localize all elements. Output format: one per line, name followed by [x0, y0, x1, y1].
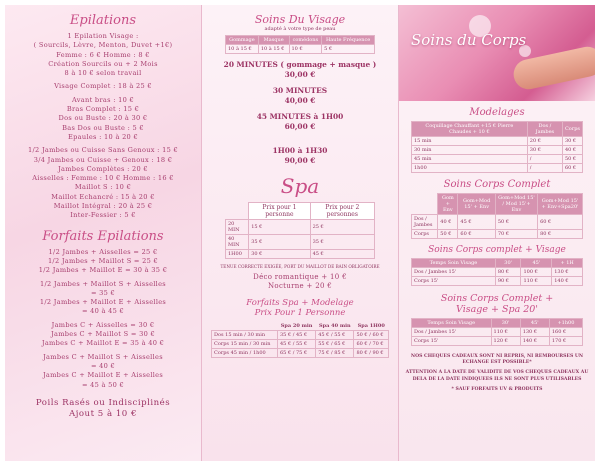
soin-price: 60,00 €	[284, 122, 316, 131]
table-cell: 45 € / 55 €	[316, 330, 354, 339]
list-item: Aisselles : Femme : 10 € Homme : 16 €	[32, 174, 174, 183]
list-item: 1/2 Jambes + Maillot E = 30 à 35 €	[38, 266, 168, 275]
table-cell: Corps 15'	[412, 337, 492, 346]
list-item: Jambes C + Maillot S = 30 €	[51, 330, 155, 339]
list-item: Jambes C + Maillot E = 35 à 40 €	[41, 339, 165, 348]
soin-item	[208, 112, 392, 132]
table-cell: 1H00	[226, 250, 249, 259]
soins-visage-title: Soins Du Visage	[254, 13, 346, 26]
modelages-table	[411, 121, 583, 173]
list-item: 1/2 Jambes + Maillot S + Aisselles	[40, 279, 166, 288]
table-cell: 80 €	[495, 268, 521, 277]
list-item: Création Sourcils ou + 2 Mois	[48, 59, 158, 68]
forfaits-spa-title: Forfaits Spa + Modelage	[246, 297, 354, 308]
nocturne-option: Nocturne + 20 €	[268, 282, 332, 291]
list-item: 1 Epilation Visage :	[67, 32, 139, 40]
soins-corps-spa-subtitle: Visage + Spa 20'	[456, 304, 538, 315]
table-cell: Dos / Jambes 15'	[412, 268, 496, 277]
table-header: Gom+Mod 15' + Env	[458, 194, 495, 215]
table-header: Dos / Jambes	[527, 122, 562, 137]
list-item: Bras Complet : 15 €	[66, 105, 140, 114]
table-cell: 70 €	[495, 230, 537, 239]
soins-corps-spa-table	[411, 318, 583, 346]
spa-price-table	[225, 202, 375, 259]
table-cell: 90 €	[495, 277, 521, 286]
table-cell: Corps	[412, 230, 438, 239]
soins-corps-title: Soins du Corps	[411, 31, 527, 49]
table-cell: 130 €	[552, 268, 583, 277]
list-item: Maillot Echancré : 15 à 20 €	[51, 192, 155, 201]
list-item: Avant bras : 10 €	[71, 95, 135, 104]
list-item: = 35 €	[90, 288, 116, 297]
table-cell: 60 €	[538, 215, 583, 230]
modelages-title: Modelages	[469, 107, 525, 118]
table-cell: 45 €	[310, 250, 374, 259]
table-cell: 75 € / 85 €	[316, 348, 354, 357]
list-item: 3/4 Jambes ou Cuisse + Genoux : 18 €	[33, 155, 173, 164]
epilations-list	[11, 32, 195, 221]
table-cell: Corps 15 min / 30 min	[212, 339, 278, 348]
table-cell: 140 €	[520, 337, 549, 346]
exception-note: * SAUF FORFAITS UV & PRODUITS	[451, 386, 543, 392]
list-item: Jambes Complètes : 20 €	[58, 164, 148, 173]
table-header: + 1H	[552, 259, 583, 268]
table-header: Corps	[562, 122, 582, 137]
soin-price: 40,00 €	[284, 96, 316, 105]
footer-line-2: Ajout 5 à 10 €	[69, 408, 137, 419]
table-cell: 30 €	[249, 250, 310, 259]
epilations-title: Epilations	[69, 13, 137, 28]
list-item: Maillot S : 10 €	[74, 183, 132, 192]
list-item: Femme : 6 € Homme : 8 €	[56, 50, 150, 59]
table-cell: 65 € / 75 €	[278, 348, 316, 357]
soin-name: 20 MINUTES ( gommage + masque )	[223, 60, 377, 69]
table-cell: 50 €	[438, 230, 458, 239]
soin-name: 45 MINUTES à 1H00	[256, 112, 344, 121]
soin-item	[208, 146, 392, 166]
table-cell: 5 €	[322, 45, 375, 54]
table-cell: 110 €	[491, 328, 520, 337]
list-item: Jambes C + Maillot S + Aisselles	[43, 352, 163, 361]
table-cell: 15 €	[249, 220, 310, 235]
table-cell: 10 à 15 €	[226, 45, 259, 54]
table-header: Spa 20 min	[280, 322, 313, 329]
soins-corps-column	[399, 5, 595, 461]
table-cell: 40 MIN	[226, 235, 249, 250]
forfaits-epilations-list	[11, 248, 195, 390]
list-item: ( Sourcils, Lèvre, Menton, Duvet +1€)	[33, 41, 173, 50]
table-header	[226, 203, 249, 220]
table-cell: 45 min	[412, 155, 528, 164]
table-cell: Dos / Jambes	[412, 215, 438, 230]
list-item: Visage Complet : 18 à 25 €	[54, 82, 152, 91]
soins-corps-spa-title: Soins Corps Complet +	[440, 293, 554, 304]
table-cell: 50 € / 60 €	[354, 330, 389, 339]
table-cell: 80 € / 90 €	[354, 348, 389, 357]
list-item: Bas Dos ou Buste : 5 €	[62, 123, 144, 132]
table-cell: 100 €	[521, 268, 552, 277]
table-cell: 60 € / 70 €	[354, 339, 389, 348]
table-cell: 110 €	[521, 277, 552, 286]
table-header: Prix pour 2 personnes	[310, 203, 374, 220]
table-cell: Corps 15'	[412, 277, 496, 286]
table-cell: 40 €	[562, 146, 582, 155]
brochure	[5, 5, 595, 461]
table-header: Temps Soin Visage	[412, 259, 496, 268]
table-cell: 50 €	[495, 215, 537, 230]
table-header	[212, 322, 278, 331]
table-cell: /	[527, 164, 562, 173]
table-cell: 140 €	[552, 277, 583, 286]
table-cell: 10 à 15 €	[258, 45, 289, 54]
table-header: comédons	[289, 36, 322, 45]
table-header: Haute Fréquence	[322, 36, 375, 45]
forfaits-spa-subtitle: Prix Pour 1 Personne	[254, 307, 346, 318]
table-cell: 30 min	[412, 146, 528, 155]
table-cell: 120 €	[491, 337, 520, 346]
list-item: = 45 à 50 €	[81, 380, 125, 389]
list-item: Jambes C + Aisselles = 30 €	[51, 320, 155, 329]
table-cell: 170 €	[549, 337, 582, 346]
table-header: 30'	[491, 319, 520, 328]
soin-price: 30,00 €	[284, 70, 316, 79]
list-item: 1/2 Jambes + Maillot S = 25 €	[47, 256, 159, 265]
soins-corps-visage-table	[411, 258, 583, 286]
table-header: 30'	[495, 259, 521, 268]
table-cell: 10 €	[289, 45, 322, 54]
soins-corps-complet-title: Soins Corps Complet	[443, 179, 551, 190]
table-header: Spa 40 min	[319, 322, 351, 329]
footer-line-1: Poils Rasés ou Indisciplinés	[35, 397, 171, 408]
list-item: Jambes C + Maillot E + Aisselles	[42, 371, 164, 380]
visage-spa-column	[201, 5, 399, 461]
tenue-note: TENUE CORRECTE EXIGÉE, PORT DU MAILLOT DE BAIN OBLIGATOIRE	[220, 264, 380, 269]
list-item: 1/2 Jambes + Maillot E + Aisselles	[39, 298, 167, 307]
list-item: Epaules : 10 à 20 €	[68, 132, 138, 141]
table-header: Gom + Env	[438, 194, 458, 215]
soin-item	[208, 60, 392, 80]
table-cell: Corps 45 min / 1h00	[212, 348, 278, 357]
table-header	[412, 194, 438, 215]
table-header: Gom+Mod 15' / Mod 15'+ Env	[495, 194, 537, 215]
table-cell: /	[527, 155, 562, 164]
table-header: Gommage	[226, 36, 259, 45]
table-cell: 160 €	[549, 328, 582, 337]
table-cell: 130 €	[520, 328, 549, 337]
table-cell: 60 €	[458, 230, 495, 239]
table-header: 45'	[520, 319, 549, 328]
list-item: 8 à 10 € selon travail	[64, 69, 142, 78]
soins-visage-list	[208, 60, 392, 166]
table-cell: Dos / Jambes 15'	[412, 328, 492, 337]
table-header: Spa 1H00	[357, 322, 385, 329]
soin-name: 1H00 à 1H30	[272, 146, 328, 155]
spa-title: Spa	[280, 174, 320, 198]
table-cell: 30 €	[562, 137, 582, 146]
table-header: Temps Soin Visage	[412, 319, 492, 328]
table-header: Coquillage Chauffant +15 € Pierre Chaudes + 10 €	[412, 122, 528, 137]
list-item: 1/2 Jambes + Aisselles = 25 €	[48, 247, 158, 256]
table-header: Prix pour 1 personne	[249, 203, 310, 220]
soin-item	[208, 86, 392, 106]
validity-note: ATTENTION A LA DATE DE VALIDITE DE VOS CHEQUES CADEAUX AU DELA DE LA DATE INDIQUEES ILS NE SONT PLUS UTILISABLES	[405, 370, 589, 382]
deco-option: Déco romantique + 10 €	[253, 273, 347, 281]
table-cell: 40 €	[438, 215, 458, 230]
forfaits-epilations-title: Forfaits Epilations	[42, 228, 164, 244]
table-header: Masque	[258, 36, 289, 45]
table-cell: 80 €	[538, 230, 583, 239]
table-cell: 20 €	[527, 137, 562, 146]
table-cell: 55 € / 65 €	[316, 339, 354, 348]
visage-options-table	[225, 35, 375, 54]
soins-visage-subtitle: adapté à votre type de peau	[264, 26, 336, 32]
table-cell: 35 € / 45 €	[278, 330, 316, 339]
soin-price: 90,00 €	[284, 156, 316, 165]
table-cell: 20 MIN	[226, 220, 249, 235]
forfaits-spa-table	[211, 322, 389, 358]
epilations-column	[5, 5, 201, 461]
list-item: = 40 à 45 €	[81, 307, 125, 316]
table-cell: 45 €	[458, 215, 495, 230]
table-cell: 45 € / 55 €	[278, 339, 316, 348]
table-cell: Dos 15 min / 30 min	[212, 330, 278, 339]
table-cell: 35 €	[310, 235, 374, 250]
table-cell: 15 min	[412, 137, 528, 146]
list-item: = 40 €	[90, 361, 116, 370]
table-cell: 1h00	[412, 164, 528, 173]
gift-voucher-note: NOS CHEQUES CADEAUX SONT NI REPRIS, NI REMBOURSES UN ECHANGE EST POSSIBLE*	[410, 354, 584, 366]
table-cell: 25 €	[310, 220, 374, 235]
table-header: 45'	[521, 259, 552, 268]
list-item: Maillot Intégral : 20 à 25 €	[53, 202, 153, 211]
list-item: Inter-Fessier : 5 €	[70, 211, 136, 220]
header-image	[399, 5, 595, 101]
soin-name: 30 MINUTES	[272, 86, 328, 95]
table-cell: 30 €	[527, 146, 562, 155]
table-header: Gom+Mod 15' + Env+Spa20'	[538, 194, 583, 215]
soins-corps-visage-title: Soins Corps complet + Visage	[428, 245, 566, 255]
table-cell: 60 €	[562, 164, 582, 173]
table-cell: 50 €	[562, 155, 582, 164]
table-cell: 35 €	[249, 235, 310, 250]
soins-corps-complet-table	[411, 193, 583, 239]
list-item: 1/2 Jambes ou Cuisse Sans Genoux : 15 €	[28, 146, 178, 155]
table-header: +1h00	[549, 319, 582, 328]
list-item: Dos ou Buste : 20 à 30 €	[58, 114, 148, 123]
